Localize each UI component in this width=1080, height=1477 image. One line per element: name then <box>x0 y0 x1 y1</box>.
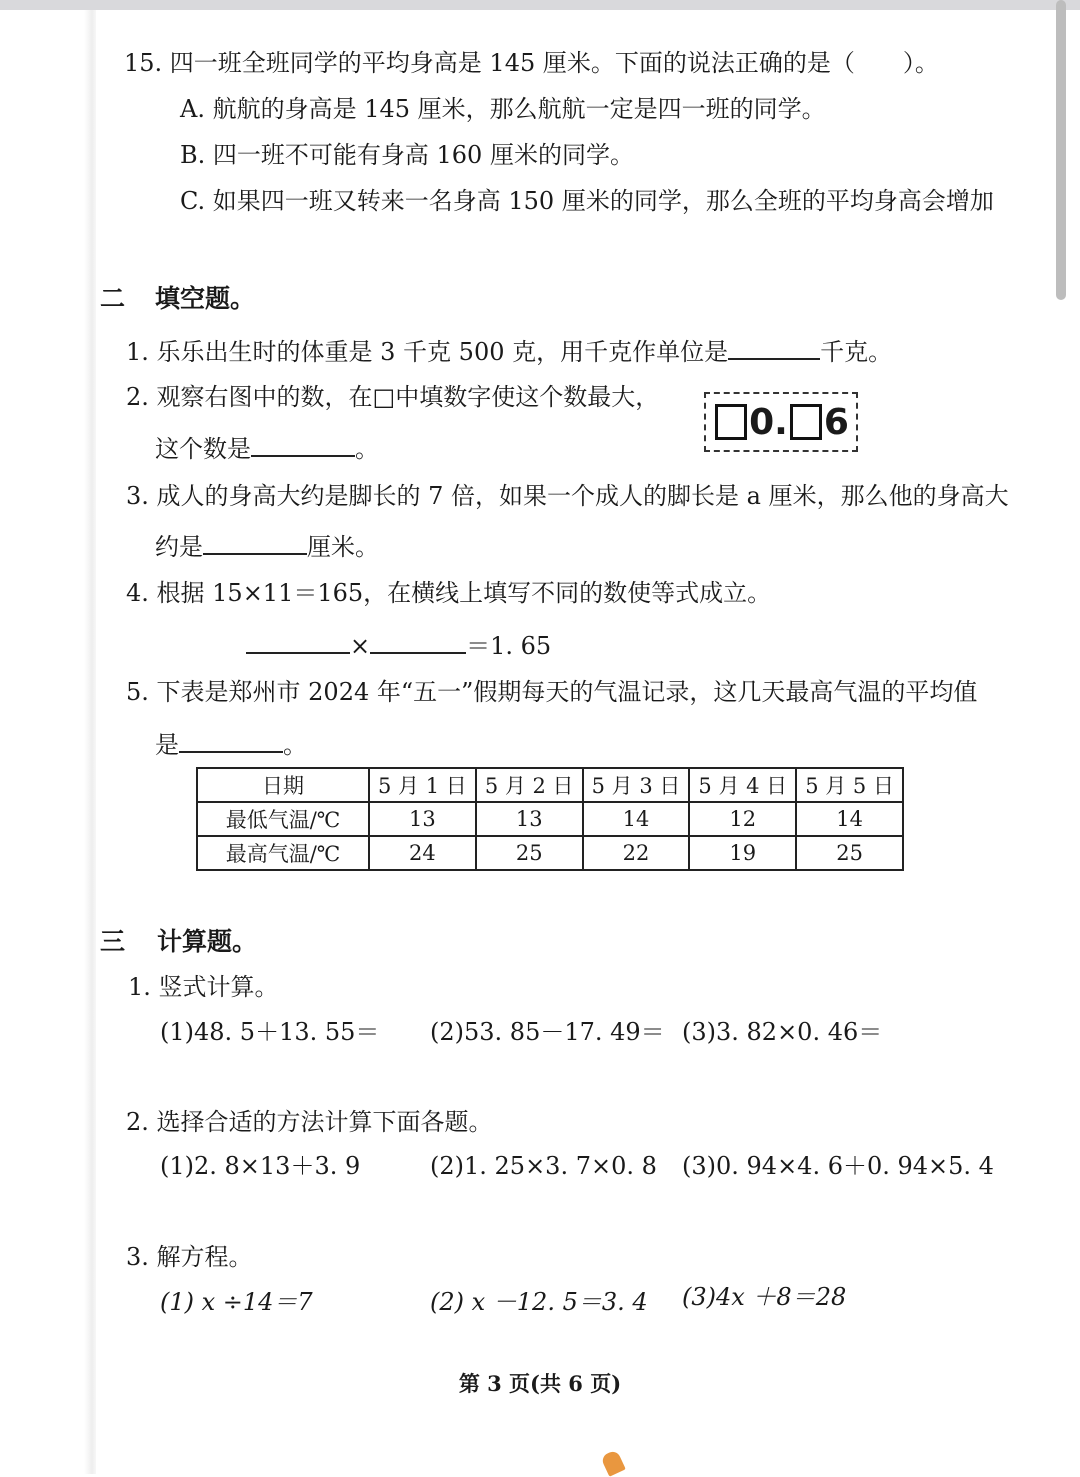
section2-title: 填空题。 <box>155 284 256 313</box>
table-cell: 13 <box>476 802 583 836</box>
header-cell: 5 月 2 日 <box>476 768 583 802</box>
s2-q1-answer-blank[interactable] <box>728 334 820 360</box>
row-label: 最高气温/℃ <box>197 836 369 870</box>
s2-q1-unit: 千克。 <box>820 338 893 366</box>
section3-title: 计算题。 <box>157 927 258 956</box>
s2-q5-prefix: 是 <box>155 731 179 759</box>
table-row <box>197 802 903 836</box>
s3-q3-item: (2) x －12. 5＝3. 4 <box>430 1288 648 1316</box>
section2-number: 二 <box>100 284 126 313</box>
s2-q4-blank-1[interactable] <box>246 628 350 654</box>
page-edge-shadow <box>0 10 96 1474</box>
s2-q3-prefix: 约是 <box>155 533 203 561</box>
table-cell: 14 <box>583 802 690 836</box>
s3-q1-title: 1. 竖式计算。 <box>128 973 279 1001</box>
table-cell: 19 <box>689 836 796 870</box>
header-cell: 5 月 1 日 <box>369 768 476 802</box>
table-cell: 24 <box>369 836 476 870</box>
table-cell: 25 <box>476 836 583 870</box>
s2-q2-answer-blank[interactable] <box>251 431 355 457</box>
pen-mark <box>600 1449 626 1477</box>
s2-q5-suffix: 。 <box>283 731 307 759</box>
table-cell: 12 <box>689 802 796 836</box>
s3-q1-item: (2)53. 85－17. 49＝ <box>430 1018 665 1046</box>
s2-q5-line1: 5. 下表是郑州市 2024 年“五一”假期每天的气温记录，这几天最高气温的平均值 <box>126 678 978 706</box>
s2-q3-line1: 3. 成人的身高大约是脚长的 7 倍，如果一个成人的脚长是 a 厘米，那么他的身高大 <box>126 482 1009 510</box>
s2-q2-suffix: 。 <box>355 435 379 463</box>
s2-q1-text: 1. 乐乐出生时的体重是 3 千克 500 克，用千克作单位是 <box>126 338 729 366</box>
s3-q2-item: (2)1. 25×3. 7×0. 8 <box>430 1152 657 1180</box>
section3-number: 三 <box>100 927 126 956</box>
number-middle: 0. <box>749 401 788 443</box>
s3-q2-title: 2. 选择合适的方法计算下面各题。 <box>126 1108 493 1136</box>
q15-option-c: C. 如果四一班又转来一名身高 150 厘米的同学，那么全班的平均身高会增加 <box>180 187 994 215</box>
table-cell: 22 <box>583 836 690 870</box>
number-end: 6 <box>823 401 849 443</box>
q15-option-a: A. 航航的身高是 145 厘米，那么航航一定是四一班的同学。 <box>180 95 826 123</box>
s3-q3-item: (3)4x ＋8＝28 <box>682 1283 847 1311</box>
s3-q1-item: (1)48. 5＋13. 55＝ <box>160 1018 380 1046</box>
page-footer: 第 3 页(共 6 页) <box>458 1371 622 1396</box>
s3-q1-item: (3)3. 82×0. 46＝ <box>682 1018 883 1046</box>
header-cell: 5 月 4 日 <box>689 768 796 802</box>
table-header-row <box>197 768 903 802</box>
s2-q1 <box>126 334 892 367</box>
s2-q3-answer-blank[interactable] <box>203 529 307 555</box>
digit-square-2 <box>790 404 822 440</box>
header-cell: 5 月 5 日 <box>796 768 903 802</box>
scrollbar[interactable] <box>1056 0 1066 300</box>
temperature-table <box>196 767 904 871</box>
table-row <box>197 836 903 870</box>
table-cell: 25 <box>796 836 903 870</box>
digit-square-1 <box>715 404 747 440</box>
s3-q3-title: 3. 解方程。 <box>126 1243 253 1271</box>
number-box <box>704 392 858 452</box>
s2-q4-times: × <box>350 632 371 660</box>
q15-stem: 15. 四一班全班同学的平均身高是 145 厘米。下面的说法正确的是（ ）。 <box>124 49 939 77</box>
s2-q5-answer-blank[interactable] <box>179 727 283 753</box>
s2-q4-blank-2[interactable] <box>370 628 466 654</box>
s2-q3-unit: 厘米。 <box>307 533 379 561</box>
header-cell-date: 日期 <box>197 768 369 802</box>
s2-q2-line1: 2. 观察右图中的数，在□中填数字使这个数最大， <box>126 383 660 411</box>
s3-q2-item: (1)2. 8×13＋3. 9 <box>160 1152 361 1180</box>
s2-q3-line2 <box>155 529 379 562</box>
s2-q5-line2 <box>155 727 307 760</box>
s2-q2-prefix: 这个数是 <box>155 435 251 463</box>
header-cell: 5 月 3 日 <box>583 768 690 802</box>
top-strip <box>0 0 1080 10</box>
s2-q4-result: ＝1. 65 <box>466 632 552 660</box>
row-label: 最低气温/℃ <box>197 802 369 836</box>
q15-option-b: B. 四一班不可能有身高 160 厘米的同学。 <box>180 141 634 169</box>
s2-q2-line2 <box>155 431 379 464</box>
s2-q4-text: 4. 根据 15×11＝165，在横线上填写不同的数使等式成立。 <box>126 579 772 607</box>
table-cell: 14 <box>796 802 903 836</box>
s3-q3-item: (1) x ÷14＝7 <box>160 1288 313 1316</box>
s2-q4-equation <box>246 628 551 661</box>
s3-q2-item: (3)0. 94×4. 6＋0. 94×5. 4 <box>682 1152 994 1180</box>
table-cell: 13 <box>369 802 476 836</box>
